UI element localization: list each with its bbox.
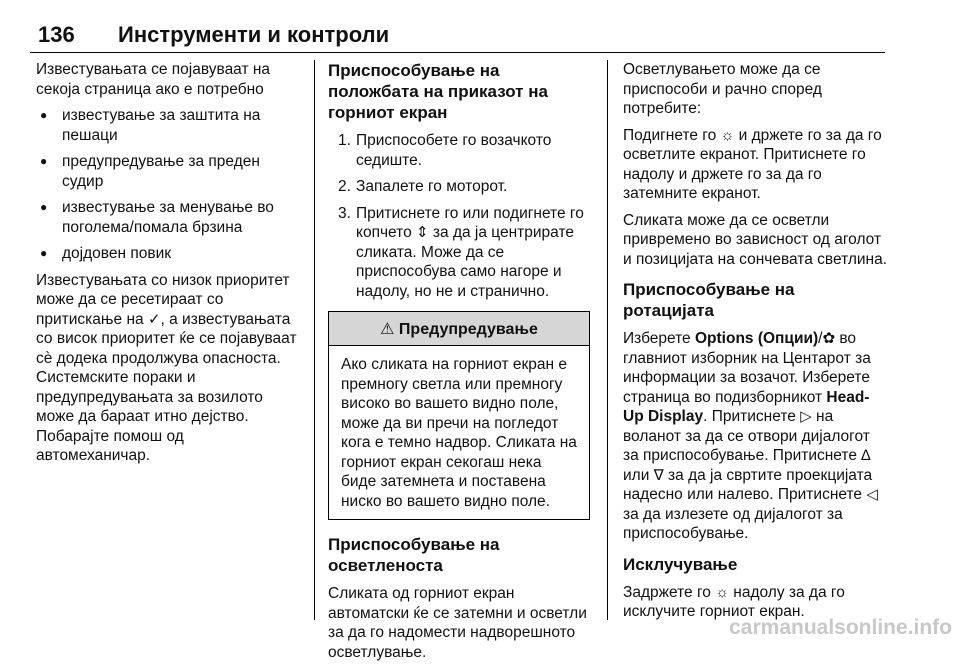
section-heading-rotation: Приспособување на ротацијата bbox=[623, 280, 795, 320]
list-item: 3. Притиснете го или подигнете го копчето ⇕ за да ја центрирате сликата. Може да се приспособува само нагоре и надолу, но не и странично. bbox=[338, 204, 584, 300]
warning-text: Ако сликата на горниот екран е премногу светла или премногу високо во вашето видно поле, може да ви пречи на погледот кога е темно надвор. Сликата на горниот екран секогаш нека биде затемнета и поставена ниско во вашето видно поле. bbox=[341, 356, 577, 510]
steps-list bbox=[328, 131, 590, 301]
warning-icon: ⚠ bbox=[380, 321, 395, 338]
rotation-paragraph: Изберете Options (Опции)/✿ во главниот изборник на Центарот за информации за возачот. Изберете страница во подизборникот Head-Up Display. Притиснете ▷ на воланот за да се отвори дијалогот за приспособување. Притиснете ∆ или ∇ за да ја свртите проекцијата надесно или налево. Притиснете ◁ за да излезете од дијалогот за приспособување. bbox=[623, 330, 878, 542]
gear-icon: ✿ bbox=[822, 330, 836, 347]
sunlight-paragraph: Сликата може да се осветли привремено во зависност од аголот и позицијата на сончевата светлина. bbox=[623, 211, 888, 268]
header-divider bbox=[30, 52, 885, 53]
bullet-icon: ● bbox=[40, 108, 48, 122]
column-right bbox=[623, 60, 888, 629]
list-item: ● предупредување за преден судир bbox=[40, 153, 260, 190]
watermark: carmanualsonline.info bbox=[729, 616, 952, 639]
up-arrow-icon: ∆ bbox=[861, 447, 871, 464]
page-number: 136 bbox=[38, 22, 75, 47]
intro-paragraph: Известувањата се појавуваат на секоја страница ако е потребно bbox=[36, 61, 271, 98]
warning-box bbox=[328, 311, 590, 520]
brightness-paragraph: Сликата од горниот екран автоматски ќе се затемни и осветли за да го надомести надворешното осветлување. bbox=[328, 585, 587, 661]
down-arrow-icon: ∇ bbox=[653, 466, 664, 484]
column-divider bbox=[607, 60, 608, 620]
checkmark-icon: ✓ bbox=[147, 310, 161, 328]
section-heading-position: Приспособување на положбата на приказот на горниот екран bbox=[328, 61, 548, 122]
column-middle bbox=[328, 60, 590, 669]
brightness-icon: ☼ bbox=[715, 583, 729, 601]
section-heading-off: Исклучување bbox=[623, 554, 738, 574]
off-paragraph: Задржете го ☼ надолу за да го исклучите горниот екран. bbox=[623, 583, 845, 620]
warning-body bbox=[329, 346, 589, 519]
priority-paragraph: Известувањата со низок приоритет може да се ресетираат со притискање на ✓, а известувањата со висок приоритет ќе се појавуваат сѐ додека продолжува опасноста. Системските пораки и предупредувањата за возилото може да бараат итно дејство. Побарајте помош од автомеханичар. bbox=[36, 271, 297, 464]
brightness-icon: ☼ bbox=[720, 126, 735, 144]
manual-adjust-paragraph: Осветлувањето може да се приспособи и рачно според потребите: bbox=[623, 61, 822, 117]
brightness-control-paragraph: Подигнете го ☼ и држете го за да го осветлите екранот. Притиснете го надолу и држете го за да го затемните екранот. bbox=[623, 126, 882, 202]
list-item: 1. Приспособете го возачкото седиште. bbox=[338, 132, 552, 169]
column-left bbox=[36, 60, 300, 473]
back-icon: ◁ bbox=[866, 486, 878, 503]
bullet-icon: ● bbox=[40, 246, 48, 260]
list-item: 2. Запалете го моторот. bbox=[338, 178, 508, 195]
vertical-adjust-icon: ⇕ bbox=[416, 224, 429, 241]
warning-header: ⚠ Предупредување bbox=[329, 312, 589, 346]
play-icon: ▷ bbox=[800, 408, 812, 425]
list-item: ● известување за менување во поголема/помала брзина bbox=[40, 199, 274, 236]
bullet-icon: ● bbox=[40, 200, 48, 214]
section-heading-brightness: Приспособување на осветленоста bbox=[328, 535, 500, 575]
list-item: ● известување за заштита на пешаци bbox=[40, 107, 261, 144]
page-title: Инструменти и контроли bbox=[118, 22, 390, 47]
bullet-icon: ● bbox=[40, 154, 48, 168]
page-header bbox=[30, 22, 885, 50]
notification-list bbox=[36, 106, 300, 264]
list-item: ● дојдовен повик bbox=[40, 245, 172, 262]
column-divider bbox=[314, 60, 315, 620]
